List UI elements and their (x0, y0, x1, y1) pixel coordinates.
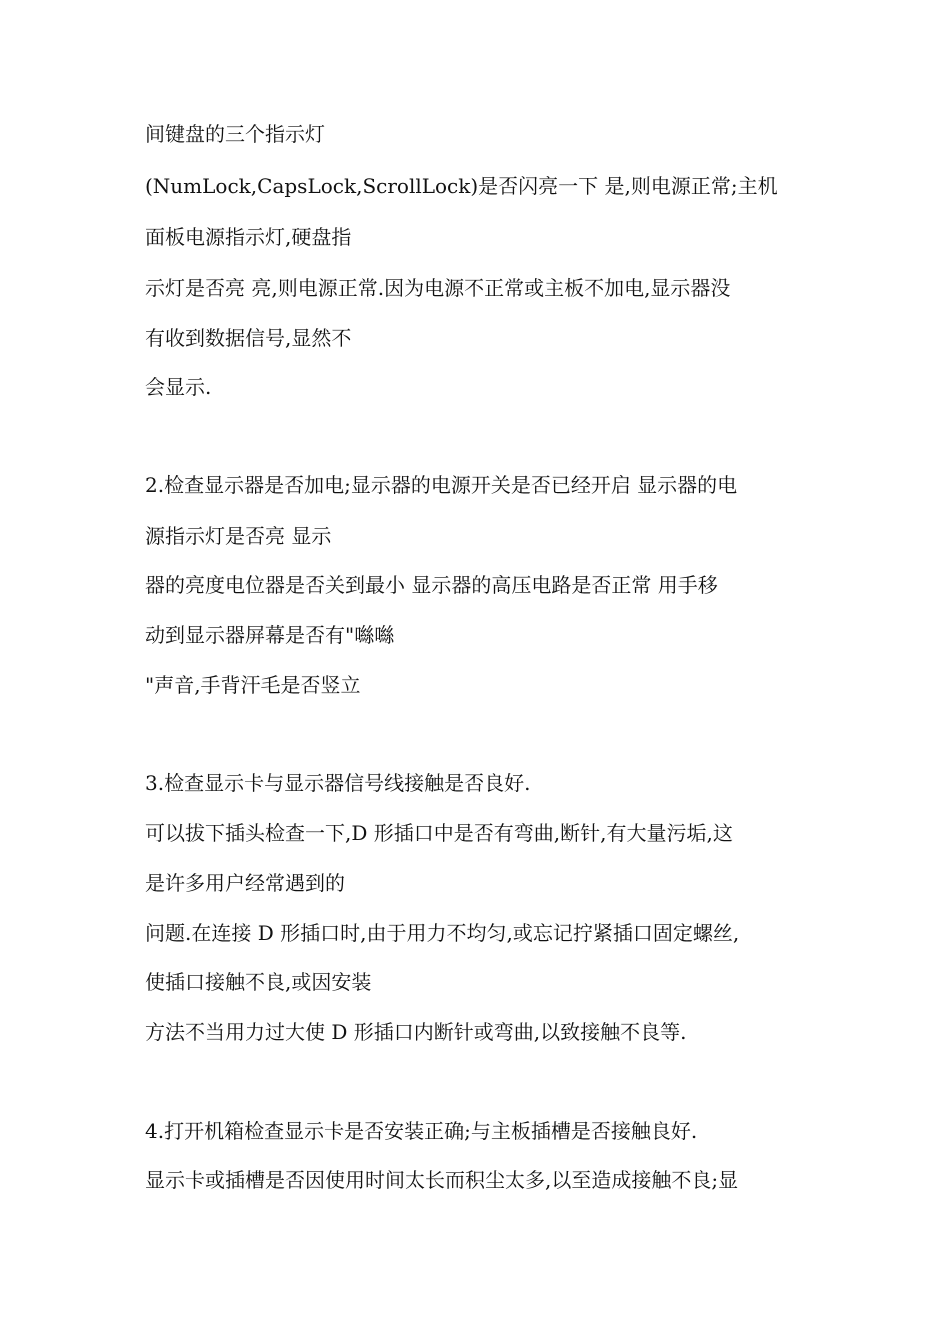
text-line: 使插口接触不良,或因安装 (145, 970, 372, 994)
text-line: 会显示. (145, 375, 212, 399)
text-line: 源指示灯是否亮 显示 (145, 524, 332, 548)
text-line: 是许多用户经常遇到的 (145, 871, 345, 895)
text-line: 间键盘的三个指示灯 (145, 122, 325, 146)
text-line: (NumLock,CapsLock,ScrollLock)是否闪亮一下 是,则电源正常;主机 (145, 174, 778, 198)
text-line: 动到显示器屏幕是否有"噝噝 (145, 623, 395, 647)
text-line: 问题.在连接 D 形插口时,由于用力不均匀,或忘记拧紧插口固定螺丝, (145, 921, 740, 945)
text-line: 有收到数据信号,显然不 (145, 326, 352, 350)
text-line: 示灯是否亮 亮,则电源正常.因为电源不正常或主板不加电,显示器没 (145, 276, 731, 300)
text-line: 4.打开机箱检查显示卡是否安装正确;与主板插槽是否接触良好. (145, 1119, 698, 1143)
text-line: 面板电源指示灯,硬盘指 (145, 225, 352, 249)
text-line: 器的亮度电位器是否关到最小 显示器的高压电路是否正常 用手移 (145, 573, 718, 597)
text-line: 可以拔下插头检查一下,D 形插口中是否有弯曲,断针,有大量污垢,这 (145, 821, 733, 845)
text-line: 方法不当用力过大使 D 形插口内断针或弯曲,以致接触不良等. (145, 1020, 687, 1044)
text-line: "声音,手背汗毛是否竖立 (145, 673, 361, 697)
text-line: 2.检查显示器是否加电;显示器的电源开关是否已经开启 显示器的电 (145, 473, 738, 497)
text-line: 3.检查显示卡与显示器信号线接触是否良好. (145, 771, 531, 795)
text-line: 显示卡或插槽是否因使用时间太长而积尘太多,以至造成接触不良;显 (145, 1168, 739, 1192)
